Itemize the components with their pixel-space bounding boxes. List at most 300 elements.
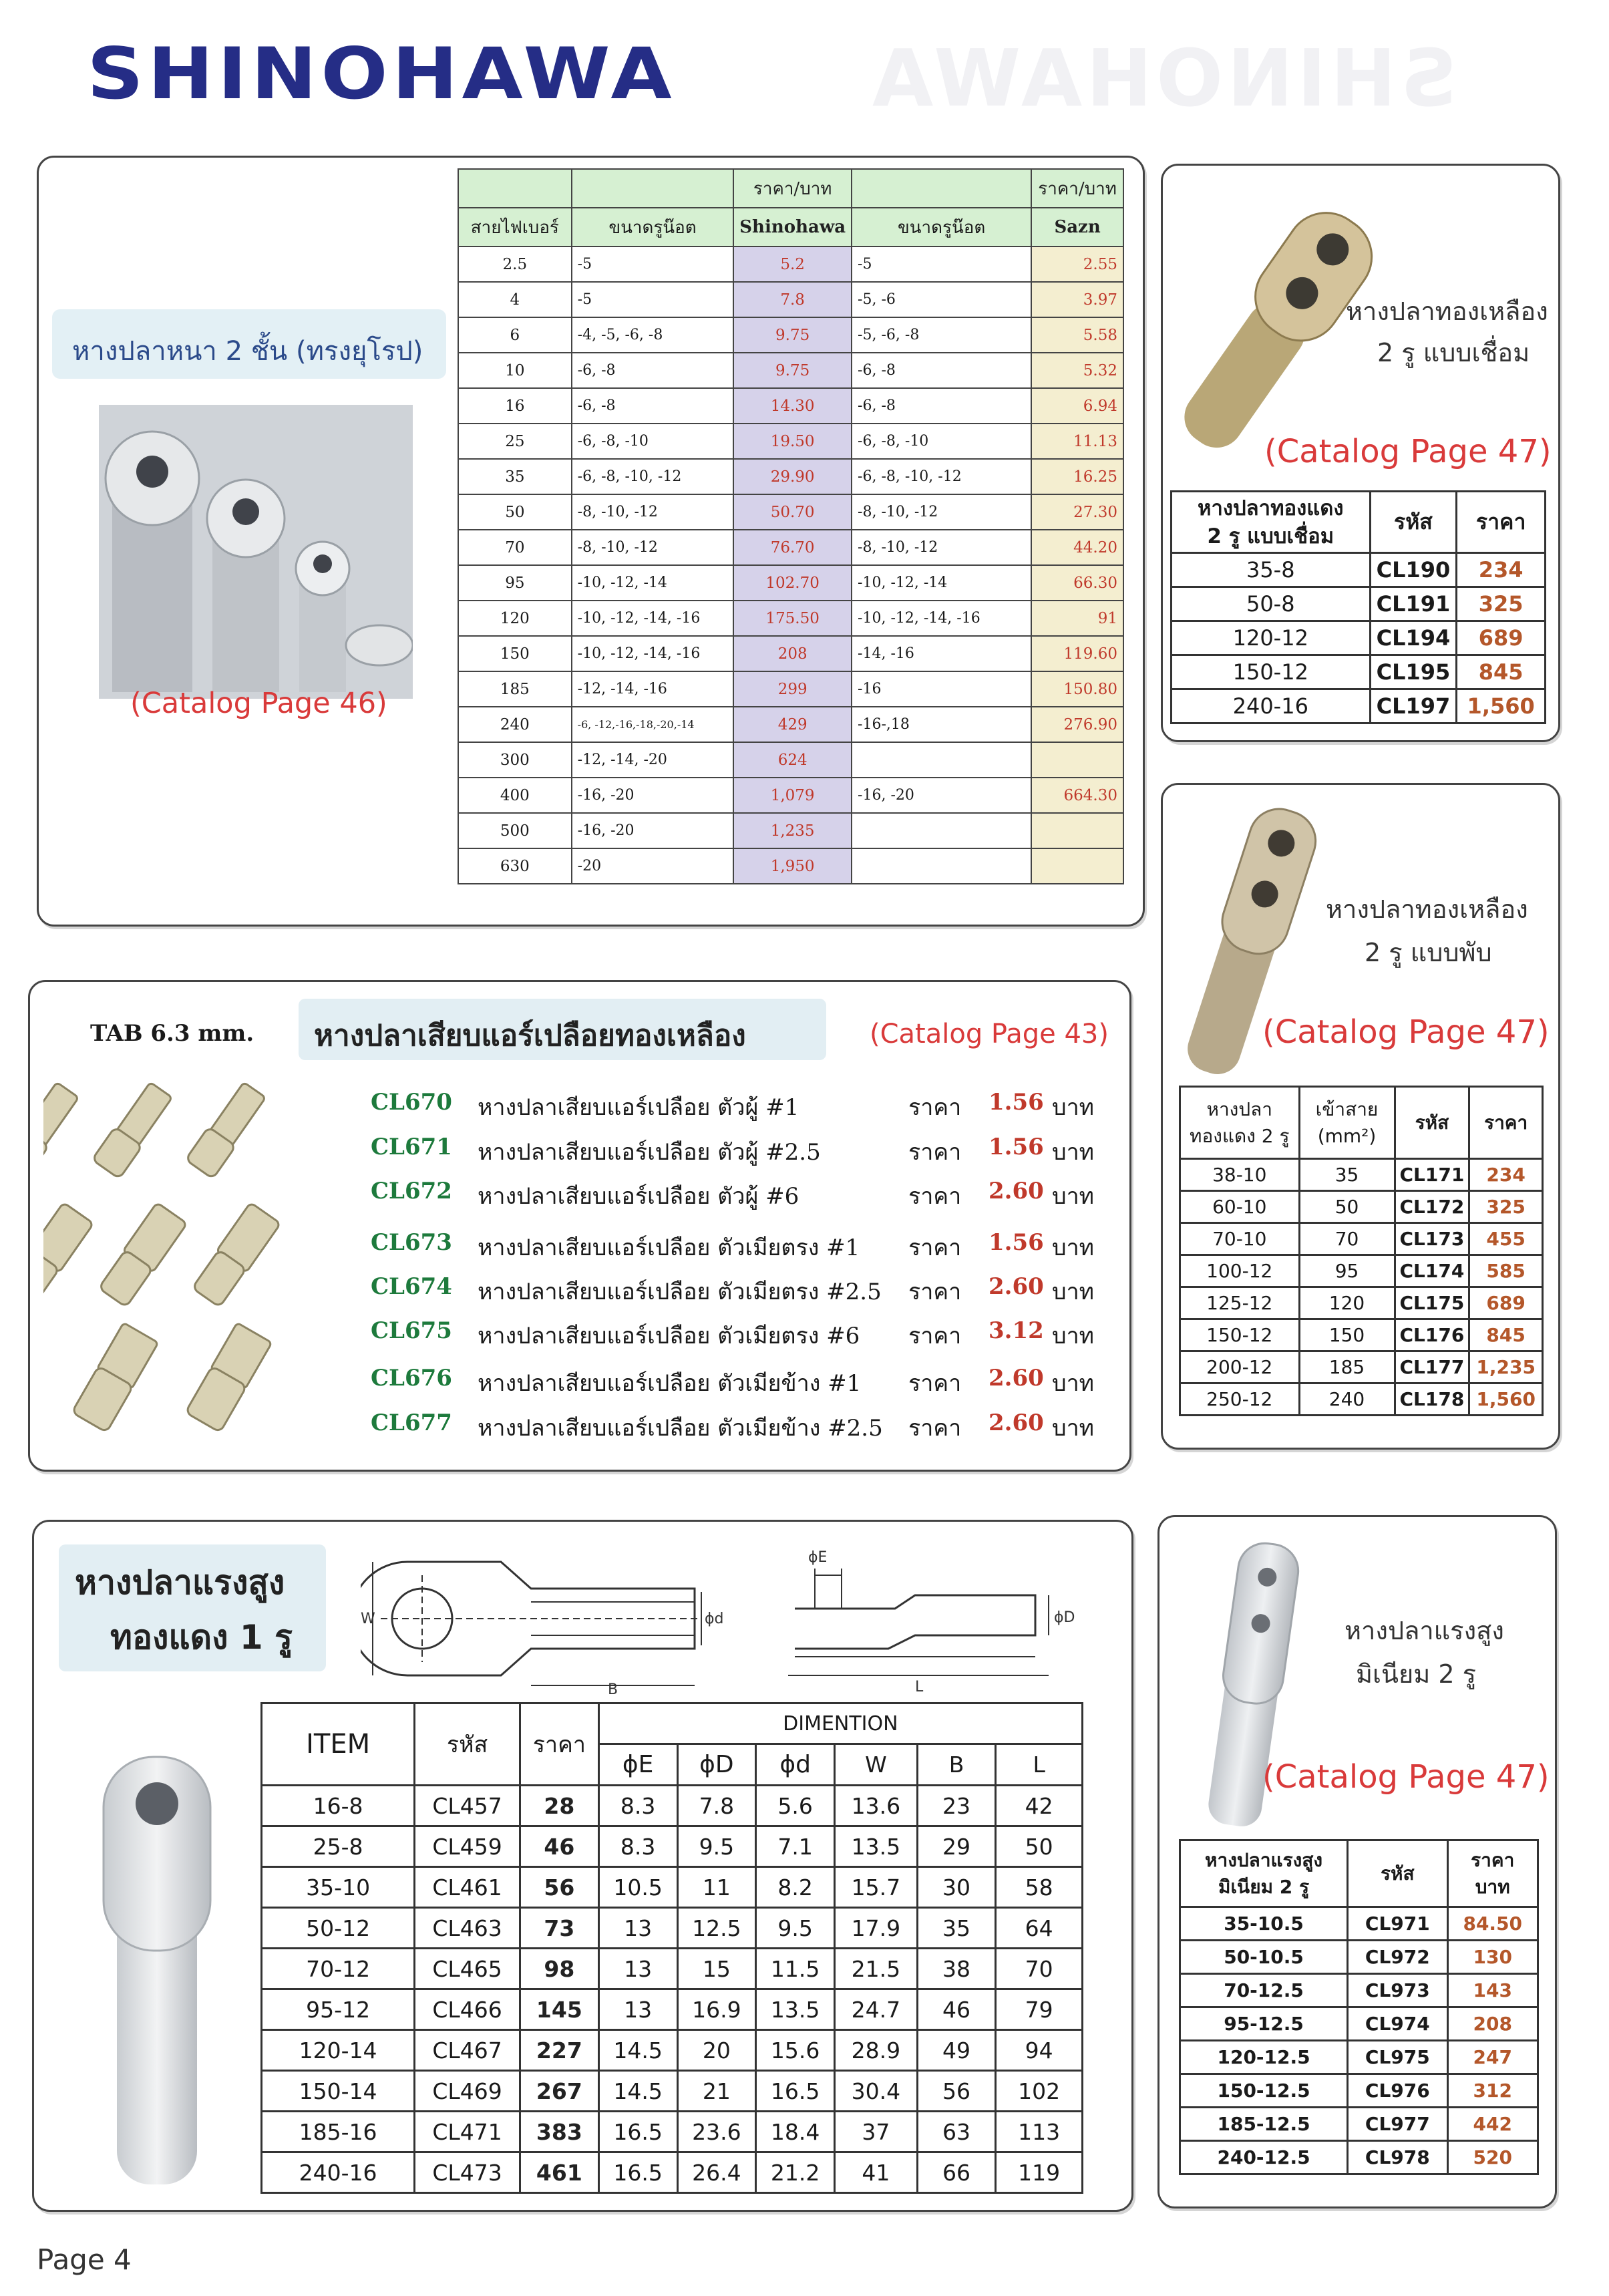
price-label: ราคา: [908, 1094, 962, 1121]
price: 585: [1469, 1255, 1543, 1287]
code: CL973: [1348, 1974, 1447, 2007]
dim-b: 35: [917, 1908, 996, 1949]
table-row: [458, 778, 1123, 813]
welded-col-item-2: 2 รู แบบเชื่อม: [1207, 524, 1334, 548]
price: 46: [520, 1826, 598, 1867]
dim-w: 13.6: [835, 1786, 918, 1826]
dim-e: 16.5: [598, 2152, 677, 2193]
price-sazn: 6.94: [1031, 388, 1123, 424]
table-row: [1180, 2141, 1538, 2174]
table-row: [1180, 1255, 1543, 1287]
stud-size-2: -16-,18: [852, 707, 1031, 742]
copper-lug-catalog: (Catalog Page 46): [130, 687, 387, 720]
wire-size: 50: [458, 494, 572, 530]
tab-catalog: (Catalog Page 43): [870, 1019, 1109, 1049]
stud-size-2: [852, 742, 1031, 778]
table-row: [1180, 1383, 1543, 1416]
table-row: [1180, 2041, 1538, 2074]
brand-logo: SHINOHAWA: [87, 32, 676, 116]
stud-size-2: -6, -8, -10: [852, 424, 1031, 459]
dim-w: 28.9: [835, 2030, 918, 2071]
diag-w: W: [361, 1611, 375, 1627]
table-row: [458, 282, 1123, 317]
code: CL978: [1348, 2141, 1447, 2174]
item-code: CL676: [371, 1365, 452, 1391]
code: CL171: [1395, 1159, 1469, 1191]
ht-col-e: ϕE: [598, 1744, 677, 1786]
dim-w: 21.5: [835, 1949, 918, 1989]
brand-reflection: SHINOHAWA: [868, 32, 1457, 124]
price-sazn: 276.90: [1031, 707, 1123, 742]
col-sazn: Sazn: [1031, 208, 1123, 247]
item-desc: หางปลาเสียบแอร์เปลือย ตัวผู้ #1: [478, 1094, 799, 1121]
price-shinohawa: 429: [733, 707, 852, 742]
dim-l: 113: [996, 2112, 1083, 2152]
wire-size: 16: [458, 388, 572, 424]
ht-col-dimention: DIMENTION: [598, 1703, 1082, 1744]
price: 1,560: [1457, 689, 1546, 723]
ht-col-code: รหัส: [415, 1703, 520, 1786]
stud-size-1: -12, -14, -16: [572, 671, 734, 707]
price: 312: [1447, 2074, 1538, 2108]
table-row: [458, 848, 1123, 884]
wire-size: 120: [458, 601, 572, 636]
table-row: [1180, 2007, 1538, 2041]
wire-size: 70: [458, 530, 572, 565]
price-shinohawa: 9.75: [733, 353, 852, 388]
table-row: [1180, 1319, 1543, 1351]
dim-b: 46: [917, 1989, 996, 2030]
price: 1,235: [1469, 1351, 1543, 1383]
wire-size: 120: [1299, 1287, 1395, 1319]
item: 100-12: [1180, 1255, 1300, 1287]
price-value: 3.12: [989, 1317, 1044, 1344]
price: 845: [1469, 1319, 1543, 1351]
table-row: [1180, 1907, 1538, 1941]
dim-w: 13.5: [835, 1826, 918, 1867]
wire-size: 185: [1299, 1351, 1395, 1383]
price-unit: บาท: [1052, 1183, 1095, 1210]
diag-e: ϕE: [808, 1549, 828, 1566]
ht-col-price: ราคา: [520, 1703, 598, 1786]
wire-size: 150: [1299, 1319, 1395, 1351]
wire-size: 25: [458, 424, 572, 459]
dim-b: 49: [917, 2030, 996, 2071]
price-sazn: 27.30: [1031, 494, 1123, 530]
price-header-1: ราคา/บาท: [733, 169, 852, 208]
ht-col-item: ITEM: [262, 1703, 415, 1786]
table-row: [458, 565, 1123, 601]
price-shinohawa: 5.2: [733, 247, 852, 282]
table-row: [1172, 587, 1546, 621]
item-desc: หางปลาเสียบแอร์เปลือย ตัวเมียตรง #6: [478, 1323, 860, 1349]
item: 60-10: [1180, 1191, 1300, 1223]
item-desc: หางปลาเสียบแอร์เปลือย ตัวผู้ #6: [478, 1183, 799, 1210]
dim-dd: 20: [677, 2030, 756, 2071]
dim-w: 30.4: [835, 2071, 918, 2112]
price-sazn: 44.20: [1031, 530, 1123, 565]
wire-size: 70: [1299, 1223, 1395, 1255]
price: 247: [1447, 2041, 1538, 2074]
code: CL197: [1370, 689, 1457, 723]
price: 325: [1457, 587, 1546, 621]
price-value: 2.60: [989, 1365, 1044, 1391]
price: 689: [1457, 621, 1546, 655]
dim-d: 15.6: [756, 2030, 835, 2071]
col-wire: สายไฟเบอร์: [458, 208, 572, 247]
price: 1,560: [1469, 1383, 1543, 1416]
table-row: [262, 1826, 1083, 1867]
price-sazn: 91: [1031, 601, 1123, 636]
price-shinohawa: 9.75: [733, 317, 852, 353]
price-sazn: [1031, 742, 1123, 778]
table-row: [458, 742, 1123, 778]
ht-col-b: B: [917, 1744, 996, 1786]
dim-l: 64: [996, 1908, 1083, 1949]
welded-table: [1170, 490, 1546, 724]
price-value: 1.56: [989, 1134, 1044, 1160]
wire-size: 2.5: [458, 247, 572, 282]
code: CL176: [1395, 1319, 1469, 1351]
table-row: [458, 247, 1123, 282]
ht-table: [260, 1702, 1083, 2194]
price: 28: [520, 1786, 598, 1826]
price: 208: [1447, 2007, 1538, 2041]
code: CL976: [1348, 2074, 1447, 2108]
price: 84.50: [1447, 1907, 1538, 1941]
price-unit: บาท: [1052, 1370, 1095, 1397]
code: CL174: [1395, 1255, 1469, 1287]
item: 38-10: [1180, 1159, 1300, 1191]
item: 50-12: [262, 1908, 415, 1949]
code: CL463: [415, 1908, 520, 1949]
table-row: [458, 459, 1123, 494]
ht-col-dd: ϕD: [677, 1744, 756, 1786]
stud-size-2: -5, -6: [852, 282, 1031, 317]
copper-lug-table: [458, 168, 1124, 884]
stud-size-1: -5: [572, 282, 734, 317]
table-row: [458, 530, 1123, 565]
code: CL190: [1370, 553, 1457, 587]
item-code: CL674: [371, 1273, 452, 1300]
table-row: [458, 813, 1123, 848]
dim-b: 66: [917, 2152, 996, 2193]
code: CL466: [415, 1989, 520, 2030]
table-row: [458, 388, 1123, 424]
price: 227: [520, 2030, 598, 2071]
code: CL191: [1370, 587, 1457, 621]
wire-size: 95: [458, 565, 572, 601]
folded-col-item-2: ทองแดง 2 รู: [1190, 1124, 1290, 1147]
dim-d: 21.2: [756, 2152, 835, 2193]
alu-col-item-2: มิเนียม 2 รู: [1218, 1875, 1310, 1898]
code: CL465: [415, 1949, 520, 1989]
price-label: ราคา: [908, 1323, 962, 1349]
price-shinohawa: 7.8: [733, 282, 852, 317]
wire-size: 35: [458, 459, 572, 494]
table-row: [1180, 2108, 1538, 2141]
item-desc: หางปลาเสียบแอร์เปลือย ตัวเมียข้าง #1: [478, 1370, 862, 1397]
item: 185-12.5: [1180, 2108, 1348, 2141]
dim-w: 41: [835, 2152, 918, 2193]
alu-col-price-2: บาท: [1475, 1875, 1510, 1898]
dim-d: 16.5: [756, 2071, 835, 2112]
diag-d: ϕd: [705, 1611, 724, 1627]
dim-l: 70: [996, 1949, 1083, 1989]
table-row: [262, 1949, 1083, 1989]
table-row: [262, 1867, 1083, 1908]
stud-size-2: -5: [852, 247, 1031, 282]
diag-dd: ϕD: [1054, 1609, 1075, 1626]
stud-size-1: -6, -8, -10: [572, 424, 734, 459]
wire-size: 240: [458, 707, 572, 742]
stud-size-1: -6, -8: [572, 353, 734, 388]
price-shinohawa: 208: [733, 636, 852, 671]
dim-b: 30: [917, 1867, 996, 1908]
stud-size-1: -5: [572, 247, 734, 282]
dim-d: 9.5: [756, 1908, 835, 1949]
code: CL459: [415, 1826, 520, 1867]
price: 845: [1457, 655, 1546, 689]
wire-size: 150: [458, 636, 572, 671]
price-unit: บาท: [1052, 1235, 1095, 1261]
alu-label-2: มิเนียม 2 รู: [1356, 1659, 1477, 1689]
stud-size-2: -5, -6, -8: [852, 317, 1031, 353]
col-stud-2: ขนาดรูน๊อต: [852, 208, 1031, 247]
item: 95-12: [262, 1989, 415, 2030]
price: 267: [520, 2071, 598, 2112]
code: CL971: [1348, 1907, 1447, 1941]
price-unit: บาท: [1052, 1094, 1095, 1121]
dim-dd: 15: [677, 1949, 756, 1989]
table-row: [262, 1786, 1083, 1826]
wire-size: 6: [458, 317, 572, 353]
price-label: ราคา: [908, 1279, 962, 1305]
item-code: CL671: [371, 1134, 452, 1160]
code: CL469: [415, 2071, 520, 2112]
code: CL471: [415, 2112, 520, 2152]
price-sazn: 66.30: [1031, 565, 1123, 601]
dim-dd: 11: [677, 1867, 756, 1908]
table-row: [458, 671, 1123, 707]
table-row: [1180, 1287, 1543, 1319]
alu-catalog: (Catalog Page 47): [1262, 1758, 1550, 1796]
item: 70-12.5: [1180, 1974, 1348, 2007]
ht-title-1: หางปลาแรงสูง: [75, 1563, 285, 1602]
price-sazn: 5.32: [1031, 353, 1123, 388]
ht-dimension-diagram: [361, 1535, 1082, 1695]
price-shinohawa: 1,950: [733, 848, 852, 884]
code: CL175: [1395, 1287, 1469, 1319]
item-desc: หางปลาเสียบแอร์เปลือย ตัวเมียตรง #2.5: [478, 1279, 882, 1305]
dim-d: 7.1: [756, 1826, 835, 1867]
dim-b: 38: [917, 1949, 996, 1989]
item-code: CL670: [371, 1089, 452, 1116]
table-row: [262, 2071, 1083, 2112]
folded-label-1: หางปลาทองเหลือง: [1326, 894, 1528, 924]
folded-col-wire-2: (mm²): [1317, 1124, 1377, 1147]
folded-table: [1179, 1086, 1544, 1416]
item: 240-16: [262, 2152, 415, 2193]
ht-title-2: ทองแดง 1 รู: [110, 1618, 293, 1657]
item: 70-10: [1180, 1223, 1300, 1255]
table-row: [1172, 553, 1546, 587]
dim-d: 11.5: [756, 1949, 835, 1989]
item-code: CL672: [371, 1178, 452, 1204]
item: 16-8: [262, 1786, 415, 1826]
dim-l: 50: [996, 1826, 1083, 1867]
dim-d: 5.6: [756, 1786, 835, 1826]
alu-table: [1179, 1839, 1539, 2175]
dim-e: 14.5: [598, 2071, 677, 2112]
wire-size: 10: [458, 353, 572, 388]
price-sazn: 11.13: [1031, 424, 1123, 459]
price-sazn: 150.80: [1031, 671, 1123, 707]
item: 200-12: [1180, 1351, 1300, 1383]
item: 95-12.5: [1180, 2007, 1348, 2041]
wire-size: 185: [458, 671, 572, 707]
stud-size-2: -6, -8: [852, 388, 1031, 424]
price-shinohawa: 19.50: [733, 424, 852, 459]
dim-l: 119: [996, 2152, 1083, 2193]
item: 50-8: [1172, 587, 1371, 621]
table-row: [262, 2112, 1083, 2152]
dim-l: 102: [996, 2071, 1083, 2112]
price-value: 2.60: [989, 1410, 1044, 1436]
code: CL195: [1370, 655, 1457, 689]
item: 150-12: [1180, 1319, 1300, 1351]
price-header-2: ราคา/บาท: [1031, 169, 1123, 208]
price-shinohawa: 14.30: [733, 388, 852, 424]
folded-label-2: 2 รู แบบพับ: [1365, 938, 1492, 967]
price: 520: [1447, 2141, 1538, 2174]
price: 234: [1469, 1159, 1543, 1191]
price-label: ราคา: [908, 1370, 962, 1397]
stud-size-1: -8, -10, -12: [572, 530, 734, 565]
wire-size: 35: [1299, 1159, 1395, 1191]
folded-col-item-1: หางปลา: [1206, 1098, 1273, 1120]
table-row: [458, 601, 1123, 636]
welded-label-2: 2 รู แบบเชื่อม: [1377, 338, 1530, 367]
dim-e: 8.3: [598, 1786, 677, 1826]
stud-size-2: -6, -8, -10, -12: [852, 459, 1031, 494]
price: 234: [1457, 553, 1546, 587]
table-row: [1180, 1351, 1543, 1383]
table-row: [1172, 689, 1546, 723]
code: CL457: [415, 1786, 520, 1826]
price-shinohawa: 102.70: [733, 565, 852, 601]
price-unit: บาท: [1052, 1279, 1095, 1305]
stud-size-2: -10, -12, -14, -16: [852, 601, 1031, 636]
wire-size: 400: [458, 778, 572, 813]
ht-col-l: L: [996, 1744, 1083, 1786]
code: CL972: [1348, 1941, 1447, 1974]
dim-dd: 26.4: [677, 2152, 756, 2193]
price: 442: [1447, 2108, 1538, 2141]
item: 185-16: [262, 2112, 415, 2152]
table-row: [1172, 621, 1546, 655]
price-sazn: 2.55: [1031, 247, 1123, 282]
folded-catalog: (Catalog Page 47): [1262, 1013, 1550, 1051]
stud-size-1: -6, -8: [572, 388, 734, 424]
folded-col-wire-1: เข้าสาย: [1315, 1098, 1379, 1120]
price-sazn: 16.25: [1031, 459, 1123, 494]
wire-size: 95: [1299, 1255, 1395, 1287]
dim-w: 17.9: [835, 1908, 918, 1949]
table-row: [262, 2152, 1083, 2193]
price-label: ราคา: [908, 1139, 962, 1166]
alu-col-item-1: หางปลาแรงสูง: [1205, 1848, 1323, 1871]
stud-size-2: -8, -10, -12: [852, 530, 1031, 565]
item-desc: หางปลาเสียบแอร์เปลือย ตัวผู้ #2.5: [478, 1139, 821, 1166]
dim-e: 13: [598, 1908, 677, 1949]
dim-e: 14.5: [598, 2030, 677, 2071]
dim-b: 63: [917, 2112, 996, 2152]
code: CL178: [1395, 1383, 1469, 1416]
diag-l: L: [915, 1679, 924, 1695]
price-value: 2.60: [989, 1178, 1044, 1204]
dim-w: 15.7: [835, 1867, 918, 1908]
alu-col-code: รหัส: [1348, 1840, 1447, 1907]
dim-l: 58: [996, 1867, 1083, 1908]
dim-e: 16.5: [598, 2112, 677, 2152]
item: 125-12: [1180, 1287, 1300, 1319]
item: 150-14: [262, 2071, 415, 2112]
welded-col-code: รหัส: [1370, 492, 1457, 553]
price-value: 1.56: [989, 1089, 1044, 1116]
price-shinohawa: 624: [733, 742, 852, 778]
price-value: 1.56: [989, 1229, 1044, 1256]
stud-size-2: -16: [852, 671, 1031, 707]
welded-col-price: ราคา: [1457, 492, 1546, 553]
dim-dd: 12.5: [677, 1908, 756, 1949]
price: 143: [1447, 1974, 1538, 2007]
price-shinohawa: 1,235: [733, 813, 852, 848]
ht-col-w: W: [835, 1744, 918, 1786]
table-row: [458, 353, 1123, 388]
wire-size: 300: [458, 742, 572, 778]
folded-col-price: ราคา: [1469, 1087, 1543, 1159]
stud-size-2: -6, -8: [852, 353, 1031, 388]
tab-title: หางปลาเสียบแอร์เปลือยทองเหลือง: [314, 1019, 746, 1053]
table-row: [1180, 1159, 1543, 1191]
table-row: [262, 1989, 1083, 2030]
welded-catalog: (Catalog Page 47): [1264, 433, 1552, 470]
wire-size: 50: [1299, 1191, 1395, 1223]
item: 250-12: [1180, 1383, 1300, 1416]
item: 35-10: [262, 1867, 415, 1908]
table-row: [458, 424, 1123, 459]
code: CL194: [1370, 621, 1457, 655]
diag-b: B: [608, 1681, 618, 1695]
table-row: [458, 707, 1123, 742]
price: 98: [520, 1949, 598, 1989]
item: 25-8: [262, 1826, 415, 1867]
wire-size: 630: [458, 848, 572, 884]
dim-l: 94: [996, 2030, 1083, 2071]
dim-dd: 7.8: [677, 1786, 756, 1826]
dim-d: 18.4: [756, 2112, 835, 2152]
stud-size-1: -6, -8, -10, -12: [572, 459, 734, 494]
item: 120-12: [1172, 621, 1371, 655]
welded-label-1: หางปลาทองเหลือง: [1346, 297, 1548, 326]
ht-col-d: ϕd: [756, 1744, 835, 1786]
item: 240-12.5: [1180, 2141, 1348, 2174]
page-label: Page 4: [37, 2243, 132, 2276]
dim-dd: 21: [677, 2071, 756, 2112]
tab-size: TAB 6.3 mm.: [90, 1020, 254, 1047]
welded-col-item-1: หางปลาทองแดง: [1198, 496, 1344, 520]
